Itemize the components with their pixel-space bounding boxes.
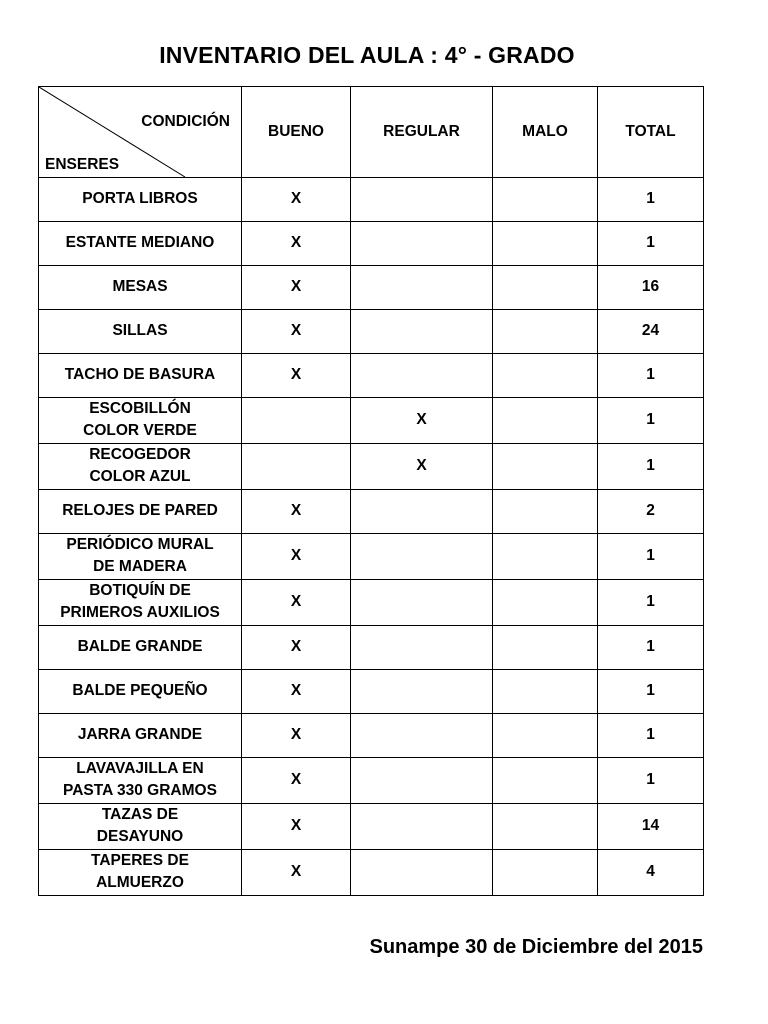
bueno-cell: X [242,178,351,222]
regular-cell [351,310,493,354]
total-cell: 1 [598,533,704,579]
regular-cell [351,178,493,222]
header-row [39,87,704,178]
total-cell: 1 [598,398,704,444]
regular-cell [351,757,493,803]
malo-cell [493,222,598,266]
malo-cell [493,713,598,757]
item-name-cell: RECOGEDOR COLOR AZUL [39,443,242,489]
total-cell: 4 [598,849,704,895]
table-row [39,849,704,895]
table-row [39,489,704,533]
malo-cell [493,669,598,713]
table-row [39,803,704,849]
regular-cell [351,803,493,849]
item-name-cell: PORTA LIBROS [39,178,242,222]
malo-cell [493,849,598,895]
regular-cell [351,222,493,266]
table-row [39,669,704,713]
malo-cell [493,533,598,579]
regular-cell: X [351,398,493,444]
item-name-cell: JARRA GRANDE [39,713,242,757]
bueno-cell: X [242,579,351,625]
item-name-cell: MESAS [39,266,242,310]
signature-date-line: Sunampe 30 de Diciembre del 2015 [369,936,703,958]
item-name-cell: ESTANTE MEDIANO [39,222,242,266]
table-row [39,533,704,579]
bueno-cell: X [242,757,351,803]
table-row [39,757,704,803]
bueno-cell: X [242,669,351,713]
total-cell: 1 [598,443,704,489]
item-name-cell: TACHO DE BASURA [39,354,242,398]
malo-cell [493,266,598,310]
total-cell: 14 [598,803,704,849]
total-cell: 1 [598,713,704,757]
malo-cell [493,757,598,803]
total-cell: 1 [598,669,704,713]
malo-cell [493,178,598,222]
item-name-cell: LAVAVAJILLA EN PASTA 330 GRAMOS [39,757,242,803]
malo-cell [493,803,598,849]
bueno-cell: X [242,266,351,310]
table-row [39,579,704,625]
table-row [39,625,704,669]
regular-cell [351,266,493,310]
table-row [39,310,704,354]
malo-cell [493,310,598,354]
item-name-cell: RELOJES DE PARED [39,489,242,533]
bueno-cell: X [242,803,351,849]
bueno-cell [242,398,351,444]
column-header-malo: MALO [493,87,598,178]
column-header-bueno: BUENO [242,87,351,178]
bueno-cell: X [242,713,351,757]
inventory-rows [39,178,704,896]
regular-cell [351,849,493,895]
bueno-cell [242,443,351,489]
table-row [39,443,704,489]
item-name-cell: BOTIQUÍN DE PRIMEROS AUXILIOS [39,579,242,625]
item-name-cell: TAPERES DE ALMUERZO [39,849,242,895]
malo-cell [493,398,598,444]
column-header-regular: REGULAR [351,87,493,178]
item-name-cell: SILLAS [39,310,242,354]
regular-cell: X [351,443,493,489]
bueno-cell: X [242,625,351,669]
table-row [39,266,704,310]
bueno-cell: X [242,489,351,533]
table-row [39,354,704,398]
table-row [39,178,704,222]
bueno-cell: X [242,310,351,354]
regular-cell [351,354,493,398]
total-cell: 1 [598,222,704,266]
bueno-cell: X [242,222,351,266]
malo-cell [493,625,598,669]
malo-cell [493,489,598,533]
regular-cell [351,669,493,713]
total-cell: 1 [598,757,704,803]
total-cell: 24 [598,310,704,354]
malo-cell [493,579,598,625]
table-row [39,222,704,266]
condition-header-label: CONDICIÓN [141,113,230,130]
regular-cell [351,579,493,625]
total-cell: 16 [598,266,704,310]
inventory-table [38,86,704,896]
column-header-total: TOTAL [598,87,704,178]
item-name-cell: BALDE GRANDE [39,625,242,669]
malo-cell [493,443,598,489]
page-title: INVENTARIO DEL AULA : 4° - GRADO [159,42,575,68]
regular-cell [351,625,493,669]
regular-cell [351,489,493,533]
total-cell: 2 [598,489,704,533]
items-header-label: ENSERES [45,155,120,173]
table-row [39,398,704,444]
regular-cell [351,713,493,757]
malo-cell [493,354,598,398]
item-name-cell: TAZAS DE DESAYUNO [39,803,242,849]
item-name-cell: PERIÓDICO MURAL DE MADERA [39,533,242,579]
item-name-cell: ESCOBILLÓN COLOR VERDE [39,398,242,444]
bueno-cell: X [242,849,351,895]
total-cell: 1 [598,579,704,625]
total-cell: 1 [598,625,704,669]
total-cell: 1 [598,178,704,222]
bueno-cell: X [242,533,351,579]
bueno-cell: X [242,354,351,398]
table-row [39,713,704,757]
item-name-cell: BALDE PEQUEÑO [39,669,242,713]
total-cell: 1 [598,354,704,398]
corner-header-cell [39,87,242,178]
regular-cell [351,533,493,579]
